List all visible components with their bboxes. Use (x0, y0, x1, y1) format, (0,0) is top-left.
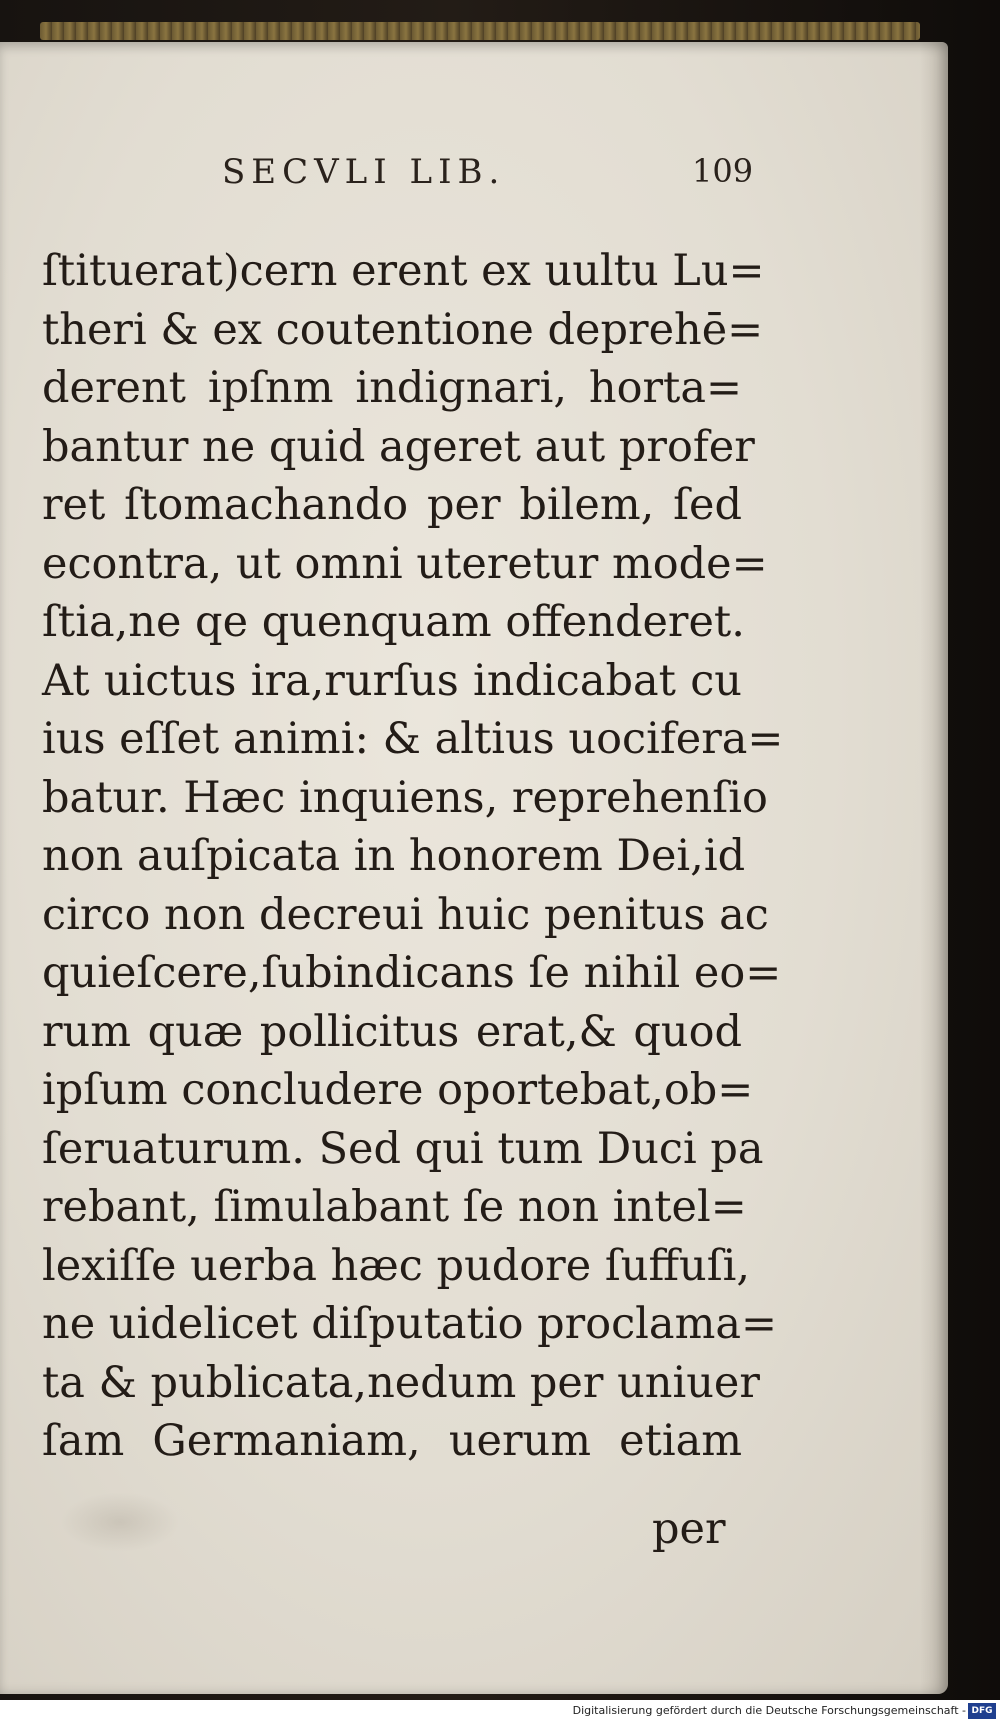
text-line: ſeruaturum. Sed qui tum Duci pa (42, 1123, 764, 1174)
text-line: derent ipſnm indignari, horta= (42, 363, 742, 413)
page-number: 109 (692, 152, 754, 190)
footer-bar (0, 1700, 1000, 1723)
text-line: lexiſſe uerba hæc pudore ſuffuſi, (42, 1240, 751, 1291)
text-line: ſam Germaniam, uerum etiam (42, 1416, 742, 1466)
text-line: circo non decreui huic penitus ac (42, 889, 769, 940)
book-page (0, 42, 948, 1694)
text-line: ſtia,ne qe quenquam offenderet. (42, 597, 745, 647)
text-line: econtra, ut omni uteretur mode= (42, 538, 768, 589)
text-line: ret ſtomachando per bilem, ſed (42, 480, 742, 530)
paper-stain (60, 1492, 180, 1552)
running-head-title: SECVLI LIB. (222, 152, 506, 192)
text-line: rebant, ſimulabant ſe non intel= (42, 1182, 747, 1232)
catchword: per (652, 1504, 726, 1554)
dfg-logo: DFG (968, 1703, 996, 1719)
text-line: theri & ex coutentione deprehē= (42, 304, 764, 355)
book-edge (40, 22, 920, 40)
text-line: non auſpicata in honorem Dei,id (42, 831, 746, 881)
text-line: ne uidelicet diſputatio proclama= (42, 1299, 778, 1349)
text-line: quieſcere,ſubindicans ſe nihil eo= (42, 948, 782, 998)
body-text (42, 242, 784, 1471)
running-head (0, 152, 948, 202)
text-line: batur. Hæc inquiens, reprehenſio (42, 772, 768, 823)
text-line: rum quæ pollicitus erat,& quod (42, 1006, 742, 1057)
text-line: ipſum concludere oportebat,ob= (42, 1065, 754, 1115)
text-line: ius eſſet animi: & altius uocifera= (42, 714, 784, 764)
text-line: ſtituerat)cern erent ex uultu Lu= (42, 246, 765, 296)
footer-credit: Digitalisierung gefördert durch die Deutsche Forschungsgemeinschaft - (572, 1704, 966, 1717)
text-line: At uictus ira,rurſus indicabat cu (42, 655, 742, 706)
text-line: bantur ne quid ageret aut profer (42, 421, 755, 472)
text-line: ta & publicata,nedum per uniuer (42, 1357, 760, 1408)
